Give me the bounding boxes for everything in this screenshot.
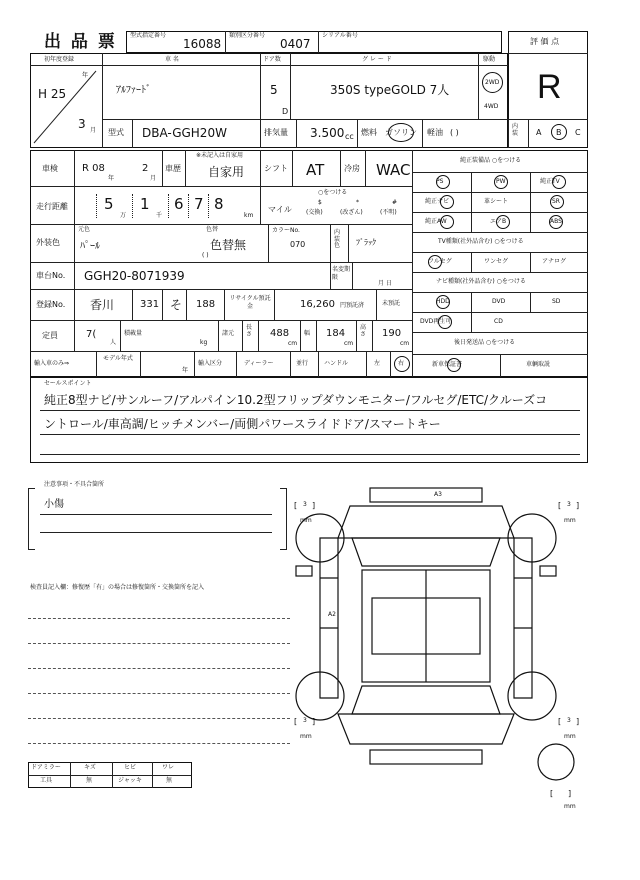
recycle-value: 16,260: [300, 299, 335, 310]
later-header: 後日発送品 ○をつける: [454, 339, 516, 346]
recycle-unit: 円預託済: [340, 302, 365, 309]
model-year-label: モデル年式: [103, 355, 133, 362]
rear-bumper: [370, 750, 482, 764]
handle-left: 左: [374, 360, 381, 367]
altered-symbol: *: [356, 199, 359, 206]
front-bumper: [370, 488, 482, 502]
svg-text:]: ]: [576, 501, 580, 510]
model-year-unit: 年: [182, 367, 189, 374]
year-suffix: 年: [82, 72, 89, 79]
drive-2wd: 2WD: [485, 79, 500, 86]
tread-rl-value: 3: [303, 717, 307, 724]
interior-grade-b-circle: [551, 124, 567, 140]
handle-label: ハンドル: [324, 360, 349, 367]
capacity-label: 定員: [42, 331, 58, 340]
paint-label: 色替: [206, 226, 219, 233]
equip-sr: SR: [552, 198, 560, 205]
load-unit: kg: [200, 339, 208, 346]
height-unit: cm: [400, 340, 410, 347]
inspection-year-suffix: 年: [108, 175, 115, 182]
tread-spare-unit: mm: [564, 803, 576, 810]
svg-text:[: [: [558, 501, 562, 510]
tread-fr-unit: mm: [564, 517, 576, 524]
table-header-scratch: キズ: [84, 764, 96, 771]
navi-dvd: DVD: [492, 298, 506, 305]
left-mirror: [296, 566, 312, 576]
svg-text:]: ]: [312, 501, 316, 510]
displacement-label: 排気量: [264, 128, 288, 137]
chassis-label: 車台No.: [36, 271, 66, 280]
serial-label: シリアル番号: [322, 32, 358, 39]
history-value: 自家用: [208, 165, 245, 179]
registration-kana: そ: [170, 298, 183, 312]
fuel-diesel-paren: ( ): [450, 128, 459, 137]
unknown-label: (不明): [380, 209, 397, 216]
navi-hdd-circle: [436, 295, 450, 309]
fuel-diesel: 軽油: [427, 128, 443, 137]
mileage-digit-2: 1: [140, 195, 150, 213]
tv-fullseg-circle: [428, 255, 442, 269]
grade-value: 350S typeGOLD 7人: [330, 83, 450, 97]
history-note: ※未記入は自家用: [196, 152, 244, 159]
equip-airbag-circle: [496, 215, 510, 229]
table-header-crack: ヒビ: [124, 764, 137, 771]
svg-text:]: ]: [312, 717, 316, 726]
svg-text:[: [: [294, 501, 298, 510]
sales-point-label: セールスポイント: [44, 380, 92, 387]
tread-rl-unit: mm: [300, 733, 312, 740]
navi-cd: CD: [494, 318, 503, 325]
equip-pw: PW: [496, 178, 506, 185]
shift-value: AT: [306, 161, 325, 179]
paint-paren: ( ): [202, 252, 209, 259]
recycle-label: リサイクル預託金: [229, 295, 271, 310]
width-label: 幅: [304, 330, 311, 337]
history-label: 車歴: [165, 164, 181, 173]
color-label: 外装色: [36, 238, 60, 247]
name-change-date: 月 日: [378, 280, 392, 287]
equip-airbag: エアB: [490, 218, 507, 225]
length-label: 長さ: [246, 324, 253, 339]
import-label: 輸入車のみ⇒: [34, 360, 70, 367]
model-designation-label: 型式指定番号: [130, 32, 167, 39]
original-color-label: 元色: [78, 226, 91, 233]
exchange-label: (交換): [306, 209, 323, 216]
doors-value: 5: [270, 83, 278, 97]
mileage-digit-1: 5: [104, 195, 114, 213]
length-unit: cm: [288, 340, 298, 347]
sales-point-line1: 純正8型ナビ/サンルーフ/アルパイン10.2型フリップダウンモニター/フルセグ/ETC/クルーズコ: [44, 393, 548, 407]
name-change-label: 名変期限: [332, 266, 351, 281]
width-value: 184: [326, 328, 346, 339]
model-designation-value: 16088: [183, 37, 222, 51]
dims-label: 諸元: [222, 330, 235, 337]
category-label: 類別区分番号: [229, 32, 266, 39]
inspector-note-label: 検査員記入欄：修復歴「有」の場合は修復箇所・交換箇所を記入: [30, 584, 205, 591]
category-value: 0407: [280, 37, 311, 51]
interior-grade-a: A: [536, 128, 542, 137]
model-value: DBA-GGH20W: [142, 126, 227, 140]
tread-rr-value: 3: [567, 717, 571, 724]
equip-abs: ABS: [550, 218, 562, 225]
altered-label: (改ざん): [340, 209, 363, 216]
car-damage-diagram: [290, 478, 590, 818]
import-dealer: ディーラー: [244, 360, 274, 367]
tailgate: [338, 714, 514, 744]
equip-tv: 純正TV: [540, 178, 560, 185]
equipment-header: 純正装備品 ○をつける: [460, 157, 522, 164]
mileage-km: km: [244, 212, 254, 219]
navi-dvd-play-circle: [438, 315, 452, 329]
length-value: 488: [270, 328, 290, 339]
ac-label: 冷房: [344, 164, 360, 173]
equip-sr-circle: [550, 195, 564, 209]
drive-label: 駆動: [483, 56, 496, 63]
interior-color-label: 内装色: [334, 229, 341, 250]
doors-label: ドア数: [263, 56, 281, 63]
first-registration-diagonal: [30, 65, 102, 148]
fuel-gasoline-circle: [388, 123, 414, 142]
table-header-break: ワレ: [162, 764, 175, 771]
door-type: D: [282, 107, 289, 116]
navi-hdd: HDD: [436, 298, 450, 305]
displacement-value: 3.500: [310, 126, 345, 140]
first-registration-month: 3: [78, 117, 86, 131]
mileage-digit-3: 6: [174, 195, 184, 213]
diagram-a2-label: A2: [328, 611, 336, 618]
grade-label: グ レ ー ド: [362, 56, 392, 63]
table-tools-label: 工具: [40, 777, 53, 784]
fuel-gasoline: ガソリン: [385, 128, 417, 137]
tv-oneseg: ワンセグ: [484, 258, 509, 265]
later-warranty-circle: [447, 358, 461, 372]
interior-grade-b: B: [556, 128, 562, 137]
navi-dvd-play: DVD再生可: [420, 318, 452, 325]
inspection-label: 車検: [42, 164, 58, 173]
width-unit: cm: [344, 340, 354, 347]
color-no-label: カラーNo.: [272, 227, 300, 234]
svg-text:[: [: [294, 717, 298, 726]
handle-right: 右: [398, 360, 405, 367]
import-category-label: 輸入区分: [198, 360, 223, 367]
interior-grade-c: C: [575, 128, 581, 137]
table-jack-value: 無: [166, 777, 173, 784]
sheet-title: 出 品 票: [44, 32, 117, 52]
not-deposited: 未預託: [382, 300, 401, 307]
color-value: ﾊﾟｰﾙ: [80, 241, 100, 252]
color-no-value: 070: [290, 240, 306, 249]
car-name-value: ｱﾙﾌｧｰﾄﾞ: [116, 85, 151, 96]
table-header-mirror: ドアミラー: [31, 764, 61, 771]
height-value: 190: [382, 328, 402, 339]
sales-point-line2: ントロール/車高調/ヒッチメンバー/両側パワースライドドア/スマートキー: [44, 417, 441, 431]
mileage-man: 万: [120, 212, 127, 219]
tread-fr-value: 3: [567, 501, 571, 508]
month-suffix: 月: [90, 127, 97, 134]
shift-label: シフト: [264, 164, 288, 173]
tread-rr-unit: mm: [564, 733, 576, 740]
first-registration-label: 初年度登録: [44, 56, 75, 63]
notes-line1: 小傷: [44, 499, 64, 510]
svg-text:]: ]: [568, 789, 572, 798]
import-parallel: 並行: [296, 360, 309, 367]
equip-aw: 純正AW: [425, 218, 447, 225]
tread-fl-unit: mm: [300, 517, 312, 524]
inspection-era: R 08: [82, 163, 105, 174]
displacement-unit: cc: [345, 132, 354, 141]
right-mirror: [540, 566, 556, 576]
equip-ps: PS: [436, 178, 444, 185]
hood: [338, 506, 514, 538]
height-label: 高さ: [360, 324, 367, 339]
fuel-label: 燃料: [361, 128, 377, 137]
rating-value: R: [537, 68, 562, 106]
equip-aw-circle: [440, 215, 454, 229]
capacity-unit: 人: [110, 339, 117, 346]
capacity-value: 7(: [86, 329, 97, 340]
navi-header: ナビ種類(社外品含む) ○をつける: [436, 278, 526, 285]
registration-class: 331: [140, 299, 160, 310]
mileage-label: 走行距離: [36, 202, 68, 211]
model-label: 型式: [108, 128, 124, 137]
later-warranty: 新車保証書: [432, 361, 463, 368]
tv-analog: アナログ: [542, 258, 567, 265]
interior-label: 内装: [512, 123, 519, 138]
mile-label: マイル: [268, 205, 292, 214]
navi-sd: SD: [552, 298, 561, 305]
tread-fl-value: 3: [303, 501, 307, 508]
rating-label: 評 価 点: [530, 37, 560, 46]
mileage-digit-4: 7: [194, 195, 204, 213]
equip-abs-circle: [549, 215, 563, 229]
paint-value: 色替無: [210, 238, 247, 252]
equip-navi-circle: [440, 195, 454, 209]
spare-wheel: [538, 744, 574, 780]
tv-fullseg: フルセグ: [428, 258, 452, 265]
mileage-circle-note: ○をつける: [318, 189, 348, 196]
table-jack-label: ジャッキ: [118, 777, 142, 784]
handle-right-circle: [394, 356, 410, 372]
registration-area: 香川: [90, 298, 115, 312]
equip-ps-circle: [436, 175, 450, 189]
car-name-label: 車 名: [165, 56, 179, 63]
notes-label: 注意事項・不具合箇所: [44, 481, 105, 488]
rear-window: [352, 686, 500, 714]
diagram-a3-label: A3: [434, 491, 442, 498]
inspection-month: 2: [142, 163, 149, 174]
equip-navi: 純正ナビ: [425, 198, 450, 205]
equip-pw-circle: [494, 175, 508, 189]
later-manual: 車輌取説: [526, 361, 551, 368]
equip-leather: 革シート: [484, 198, 509, 205]
registration-number: 188: [196, 299, 216, 310]
table-tools-value: 無: [86, 777, 93, 784]
registration-label: 登録No.: [36, 300, 66, 309]
windshield: [352, 538, 500, 566]
inspection-month-suffix: 月: [150, 175, 157, 182]
tv-header: TV種類(社外品含む) ○をつける: [438, 238, 524, 245]
first-registration-era: H 25: [38, 87, 67, 101]
svg-text:[: [: [558, 717, 562, 726]
unknown-symbol: #: [392, 199, 398, 206]
chassis-value: GGH20-8071939: [84, 269, 185, 283]
interior-color-value: ﾌﾞﾗｯｸ: [356, 238, 376, 247]
exchange-symbol: $: [318, 199, 322, 206]
drive-4wd: 4WD: [484, 103, 499, 110]
ac-value: WAC: [376, 161, 411, 179]
mileage-digit-5: 8: [214, 195, 224, 213]
mileage-sen: 千: [156, 212, 163, 219]
svg-text:[: [: [550, 789, 554, 798]
equip-tv-circle: [552, 175, 566, 189]
svg-text:]: ]: [576, 717, 580, 726]
load-label: 積載量: [124, 330, 143, 337]
